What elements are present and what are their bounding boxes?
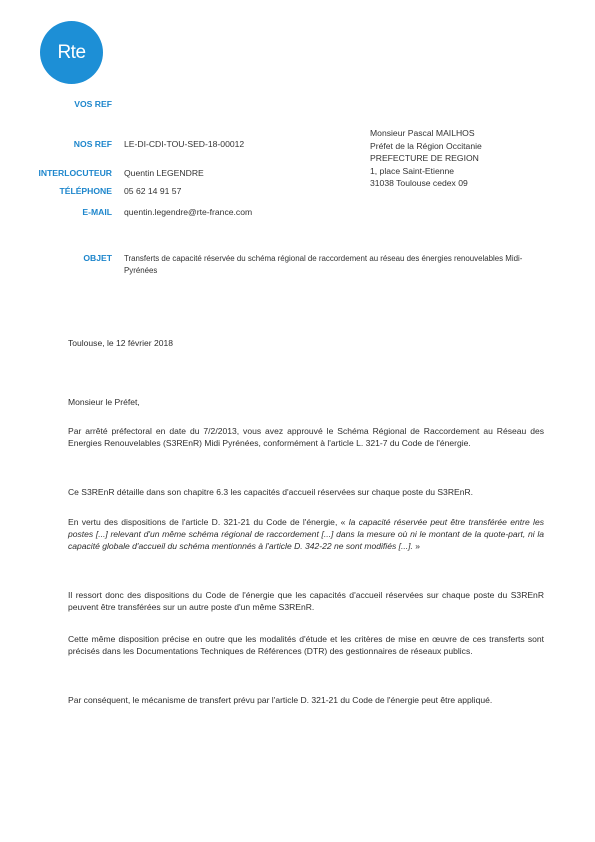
telephone-label: TÉLÉPHONE — [59, 186, 112, 196]
recipient-line-1: Monsieur Pascal MAILHOS — [370, 128, 475, 138]
email-value[interactable]: quentin.legendre@rte-france.com — [124, 207, 253, 217]
vos-ref-label: VOS REF — [74, 99, 112, 109]
rte-logo-text: Rte — [57, 41, 86, 63]
paragraph-3-intro: En vertu des dispositions de l'article D. 321-21 du Code de l'énergie, « — [68, 517, 349, 527]
paragraph-3 — [68, 516, 544, 553]
letter-salutation: Monsieur le Préfet, — [68, 397, 140, 407]
paragraph-6: Par conséquent, le mécanisme de transfert prévu par l'article D. 321-21 du Code de l'énergie peut être appliqué. — [68, 695, 493, 705]
interlocuteur-label: INTERLOCUTEUR — [38, 168, 112, 178]
paragraph-3-end: » — [412, 541, 420, 552]
nos-ref-label: NOS REF — [73, 139, 112, 149]
rte-logo — [40, 21, 103, 84]
paragraph-3-quote: la capacité réservée peut être transférée entre les postes [...] relevant d'un même schéma régional de raccordement [...] dans la mesure où ni le montant de la quote-part, ni la capacité globale d'accueil du schéma mentionnés à l'article D. 342-22 ne sont modifiés [...]. — [68, 517, 544, 552]
paragraph-1: Par arrêté préfectoral en date du 7/2/2013, vous avez approuvé le Schéma Régional de Raccordement au Réseau des Energies Renouvelables (S3REnR) Midi Pyrénées, conformément à l'article L. 321-7 du Code de l'énergie. — [68, 426, 544, 449]
paragraph-4: Il ressort donc des dispositions du Code de l'énergie que les capacités d'accueil réservées sur chaque poste du S3REnR peuvent être transférées sur un autre poste d'un même S3REnR. — [68, 590, 544, 613]
objet-value: Transferts de capacité réservée du schéma régional de raccordement au réseau des énergies renouvelables Midi-Pyrénées — [124, 254, 523, 275]
email-label: E-MAIL — [82, 207, 112, 217]
nos-ref-value: LE-DI-CDI-TOU-SED-18-00012 — [124, 139, 245, 149]
recipient-line-5: 31038 Toulouse cedex 09 — [370, 178, 468, 189]
recipient-line-3: PREFECTURE DE REGION — [370, 153, 479, 164]
objet-label: OBJET — [83, 253, 112, 263]
paragraph-2: Ce S3REnR détaille dans son chapitre 6.3 les capacités d'accueil réservées sur chaque poste du S3REnR. — [68, 487, 473, 497]
recipient-line-2: Préfet de la Région Occitanie — [370, 140, 482, 151]
paragraph-5: Cette même disposition précise en outre que les modalités d'étude et les critères de mise en œuvre de ces transferts sont précisés dans les Documentations Techniques de Références (DTR) des gestionnaires de réseaux publics. — [68, 634, 544, 657]
letter-date: Toulouse, le 12 février 2018 — [68, 338, 174, 348]
telephone-value: 05 62 14 91 57 — [124, 186, 182, 196]
recipient-line-4: 1, place Saint-Etienne — [370, 165, 455, 176]
interlocuteur-value: Quentin LEGENDRE — [124, 168, 204, 178]
recipient-address — [370, 127, 482, 190]
